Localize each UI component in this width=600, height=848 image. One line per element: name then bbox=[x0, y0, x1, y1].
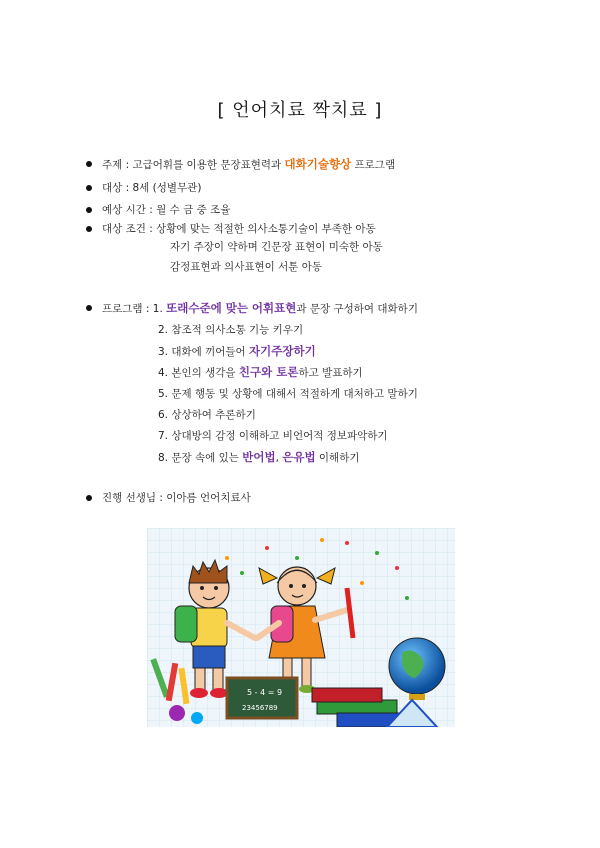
program-highlight: 반어법 bbox=[242, 450, 276, 464]
program-item: 2. 참조적 의사소통 기능 키우기 bbox=[158, 324, 304, 336]
condition-label: 대상 조건 : bbox=[102, 223, 157, 235]
bullet-icon bbox=[86, 207, 92, 213]
condition-item: 자기 주장이 약하며 긴문장 표현이 미숙한 아동 bbox=[170, 241, 383, 253]
program-highlight: 자기주장하기 bbox=[249, 344, 316, 358]
bullet-icon bbox=[86, 495, 92, 501]
svg-text:23456789: 23456789 bbox=[242, 704, 278, 712]
program-item: 5. 문제 행동 및 상황에 대해서 적절하게 대처하고 말하기 bbox=[158, 388, 418, 400]
program-item: 3. 대화에 끼어들어 자기주장하기 bbox=[158, 344, 316, 358]
kids-illustration bbox=[147, 528, 455, 727]
program-item: 7. 상대방의 감정 이해하고 비언어적 정보파악하기 bbox=[158, 430, 388, 442]
program-item: 1. bbox=[152, 303, 167, 315]
program-item-suffix: 과 문장 구성하여 대화하기 bbox=[296, 303, 418, 315]
chalkboard bbox=[227, 678, 297, 718]
topic-highlight: 대화기술향상 bbox=[284, 157, 352, 171]
condition-item: 감정표현과 의사표현이 서툰 아동 bbox=[170, 261, 323, 273]
bullet-icon bbox=[86, 161, 92, 167]
condition-item: 상황에 맞는 적절한 의사소통기술이 부족한 아동 bbox=[156, 223, 376, 235]
teacher-text: 진행 선생님 : 이아름 언어치료사 bbox=[102, 492, 251, 504]
program-highlight: 은유법 bbox=[282, 450, 316, 464]
program-highlight: 친구와 토론 bbox=[238, 365, 299, 379]
target-text: 대상 : 8세 (성별무관) bbox=[102, 182, 202, 194]
schedule-text: 예상 시간 : 월 수 금 중 조율 bbox=[102, 204, 231, 216]
program-highlight: 또래수준에 맞는 어휘표현 bbox=[166, 301, 297, 315]
program-item: 6. 상상하여 추론하기 bbox=[158, 409, 256, 421]
svg-text:5 - 4 = 9: 5 - 4 = 9 bbox=[247, 688, 283, 697]
topic-suffix: 프로그램 bbox=[351, 159, 396, 171]
bullet-icon bbox=[86, 226, 92, 232]
program-item: 8. 문장 속에 있는 반어법, 은유법 이해하기 bbox=[158, 450, 360, 464]
bullet-icon bbox=[86, 305, 92, 311]
topic-text: 주제 : 고급어휘를 이용한 문장표현력과 bbox=[102, 159, 285, 171]
program-item: 4. 본인의 생각을 친구와 토론하고 발표하기 bbox=[158, 365, 363, 379]
bullet-icon bbox=[86, 185, 92, 191]
program-label: 프로그램 : bbox=[102, 303, 153, 315]
page-title: [ 언어치료 짝치료 ] bbox=[217, 100, 383, 121]
